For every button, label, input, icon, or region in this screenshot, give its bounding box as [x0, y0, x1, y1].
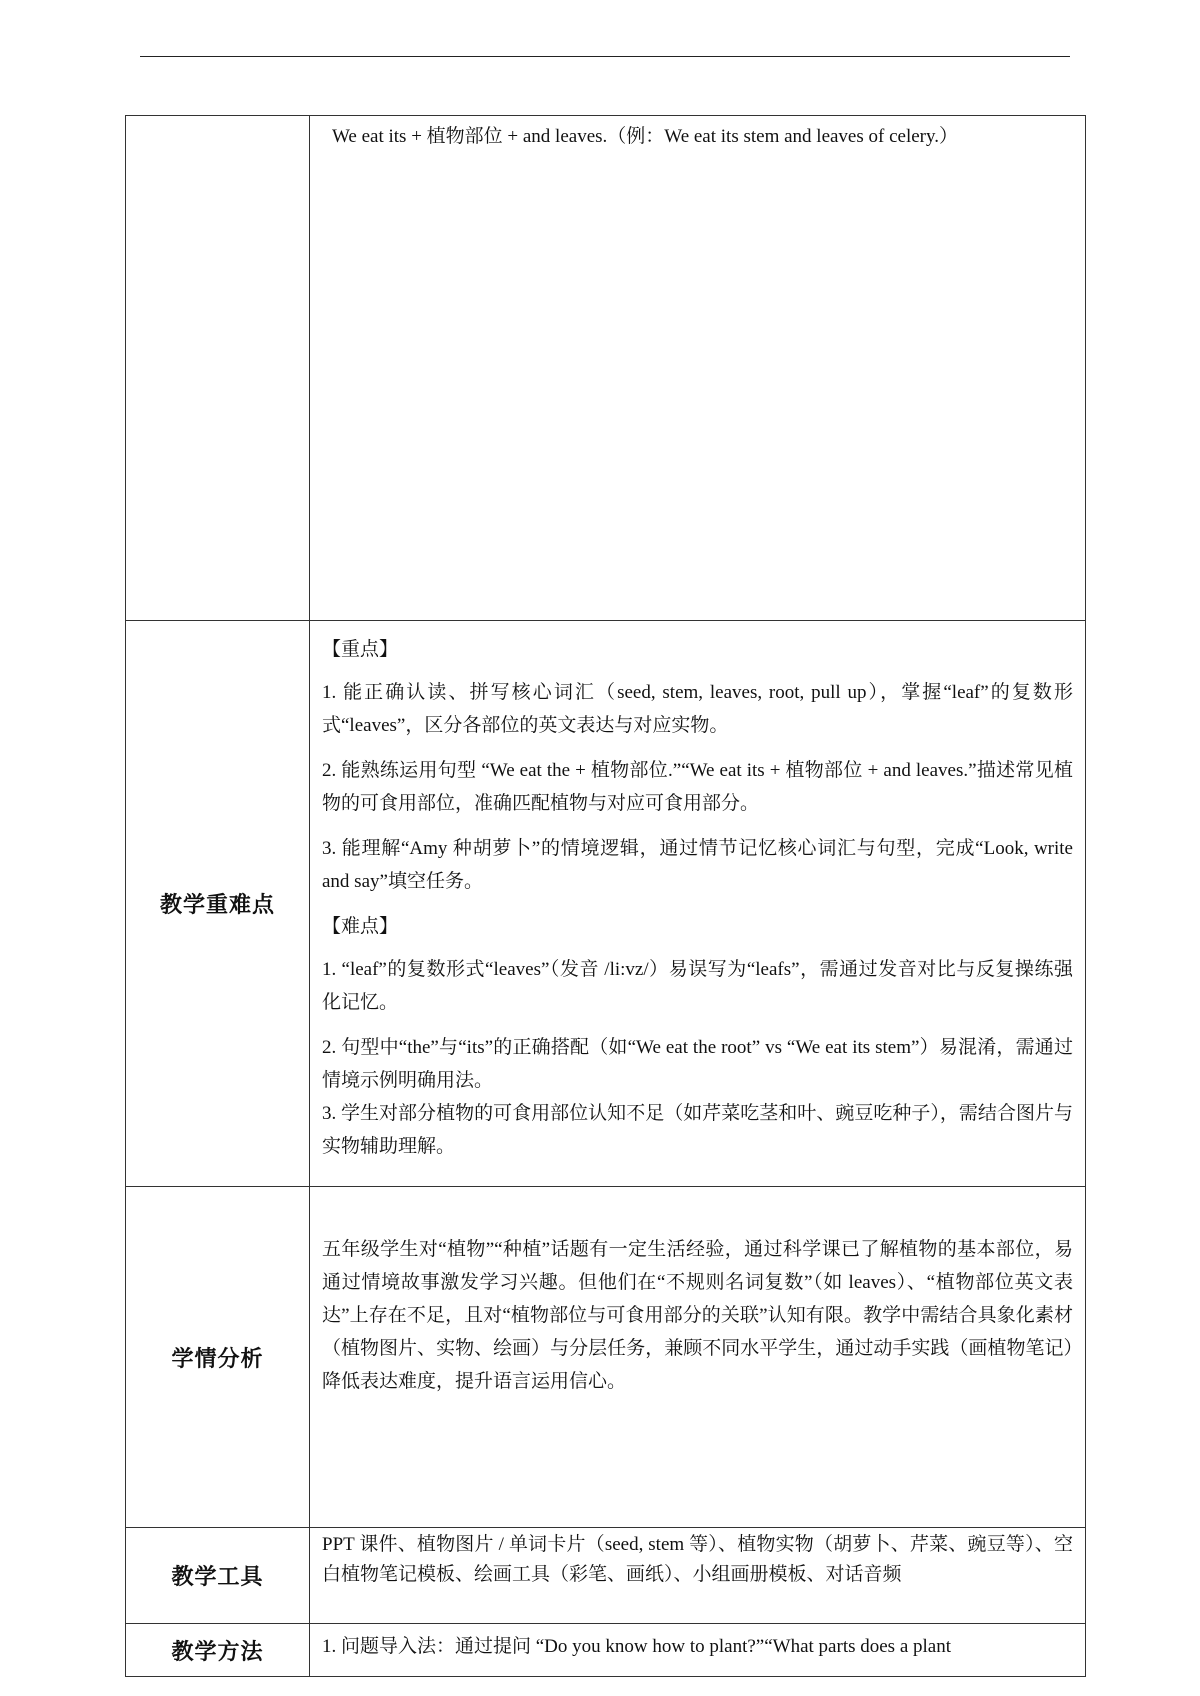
key-point-item: 2. 能熟练运用句型 “We eat the + 植物部位.”“We eat its + 植物部位 + and leaves.”描述常见植物的可食用部位，准确匹配植物与对应可食用部分。 [322, 760, 1073, 814]
row-label-student-analysis: 学情分析 [126, 1187, 310, 1528]
difficulty-heading: 【难点】 [322, 916, 399, 937]
table-row [126, 621, 1086, 1187]
student-analysis-text: 五年级学生对“植物”“种植”话题有一定生活经验，通过科学课已了解植物的基本部位，易通过情境故事激发学习兴趣。但他们在“不规则名词复数”（如 leaves）、“植物部位英文表达”上存在不足，且对“植物部位与可食用部分的关联”认知有限。教学中需结合具象化素材（植物图片、实物、绘画）与分层任务，兼顾不同水平学生，通过动手实践（画植物笔记）降低表达难度，提升语言运用信心。 [322, 1239, 1073, 1392]
teaching-methods-cell [310, 1624, 1086, 1677]
difficulty-item: 3. 学生对部分植物的可食用部位认知不足（如芹菜吃茎和叶、豌豆吃种子），需结合图片与实物辅助理解。 [322, 1103, 1073, 1157]
difficulty-item: 1. “leaf”的复数形式“leaves”（发音 /li:vz/）易误写为“leafs”，需通过发音对比与反复操练强化记忆。 [322, 959, 1073, 1013]
key-difficult-points-cell [310, 621, 1086, 1187]
table-row [126, 1624, 1086, 1677]
student-analysis-cell [310, 1187, 1086, 1528]
table-row [126, 116, 1086, 621]
sentence-pattern-cell [310, 116, 1086, 621]
teaching-tools-text: PPT 课件、植物图片 / 单词卡片（seed, stem 等）、植物实物（胡萝卜、芹菜、豌豆等）、空白植物笔记模板、绘画工具（彩笔、画纸）、小组画册模板、对话音频 [322, 1534, 1073, 1585]
table-row [126, 1528, 1086, 1624]
lesson-plan-table [125, 115, 1086, 1677]
table-row [126, 1187, 1086, 1528]
teaching-methods-text: 1. 问题导入法：通过提问 “Do you know how to plant?”“What parts does a plant [322, 1636, 951, 1657]
key-point-item: 1. 能正确认读、拼写核心词汇（seed, stem, leaves, root, pull up），掌握“leaf”的复数形式“leaves”，区分各部位的英文表达与对应实物。 [322, 682, 1073, 736]
difficulty-item: 2. 句型中“the”与“its”的正确搭配（如“We eat the root” vs “We eat its stem”）易混淆，需通过情境示例明确用法。 [322, 1037, 1073, 1091]
sentence-pattern-text: We eat its + 植物部位 + and leaves.（例：We eat its stem and leaves of celery.） [332, 126, 959, 147]
teaching-tools-cell [310, 1528, 1086, 1624]
key-points-heading: 【重点】 [322, 639, 399, 660]
row-label-teaching-methods: 教学方法 [126, 1624, 310, 1677]
row-label-key-difficult-points: 教学重难点 [126, 621, 310, 1187]
header-rule [140, 56, 1070, 57]
key-point-item: 3. 能理解“Amy 种胡萝卜”的情境逻辑，通过情节记忆核心词汇与句型，完成“Look, write and say”填空任务。 [322, 838, 1073, 892]
row-label-teaching-tools: 教学工具 [126, 1528, 310, 1624]
row-label-empty [126, 116, 310, 621]
